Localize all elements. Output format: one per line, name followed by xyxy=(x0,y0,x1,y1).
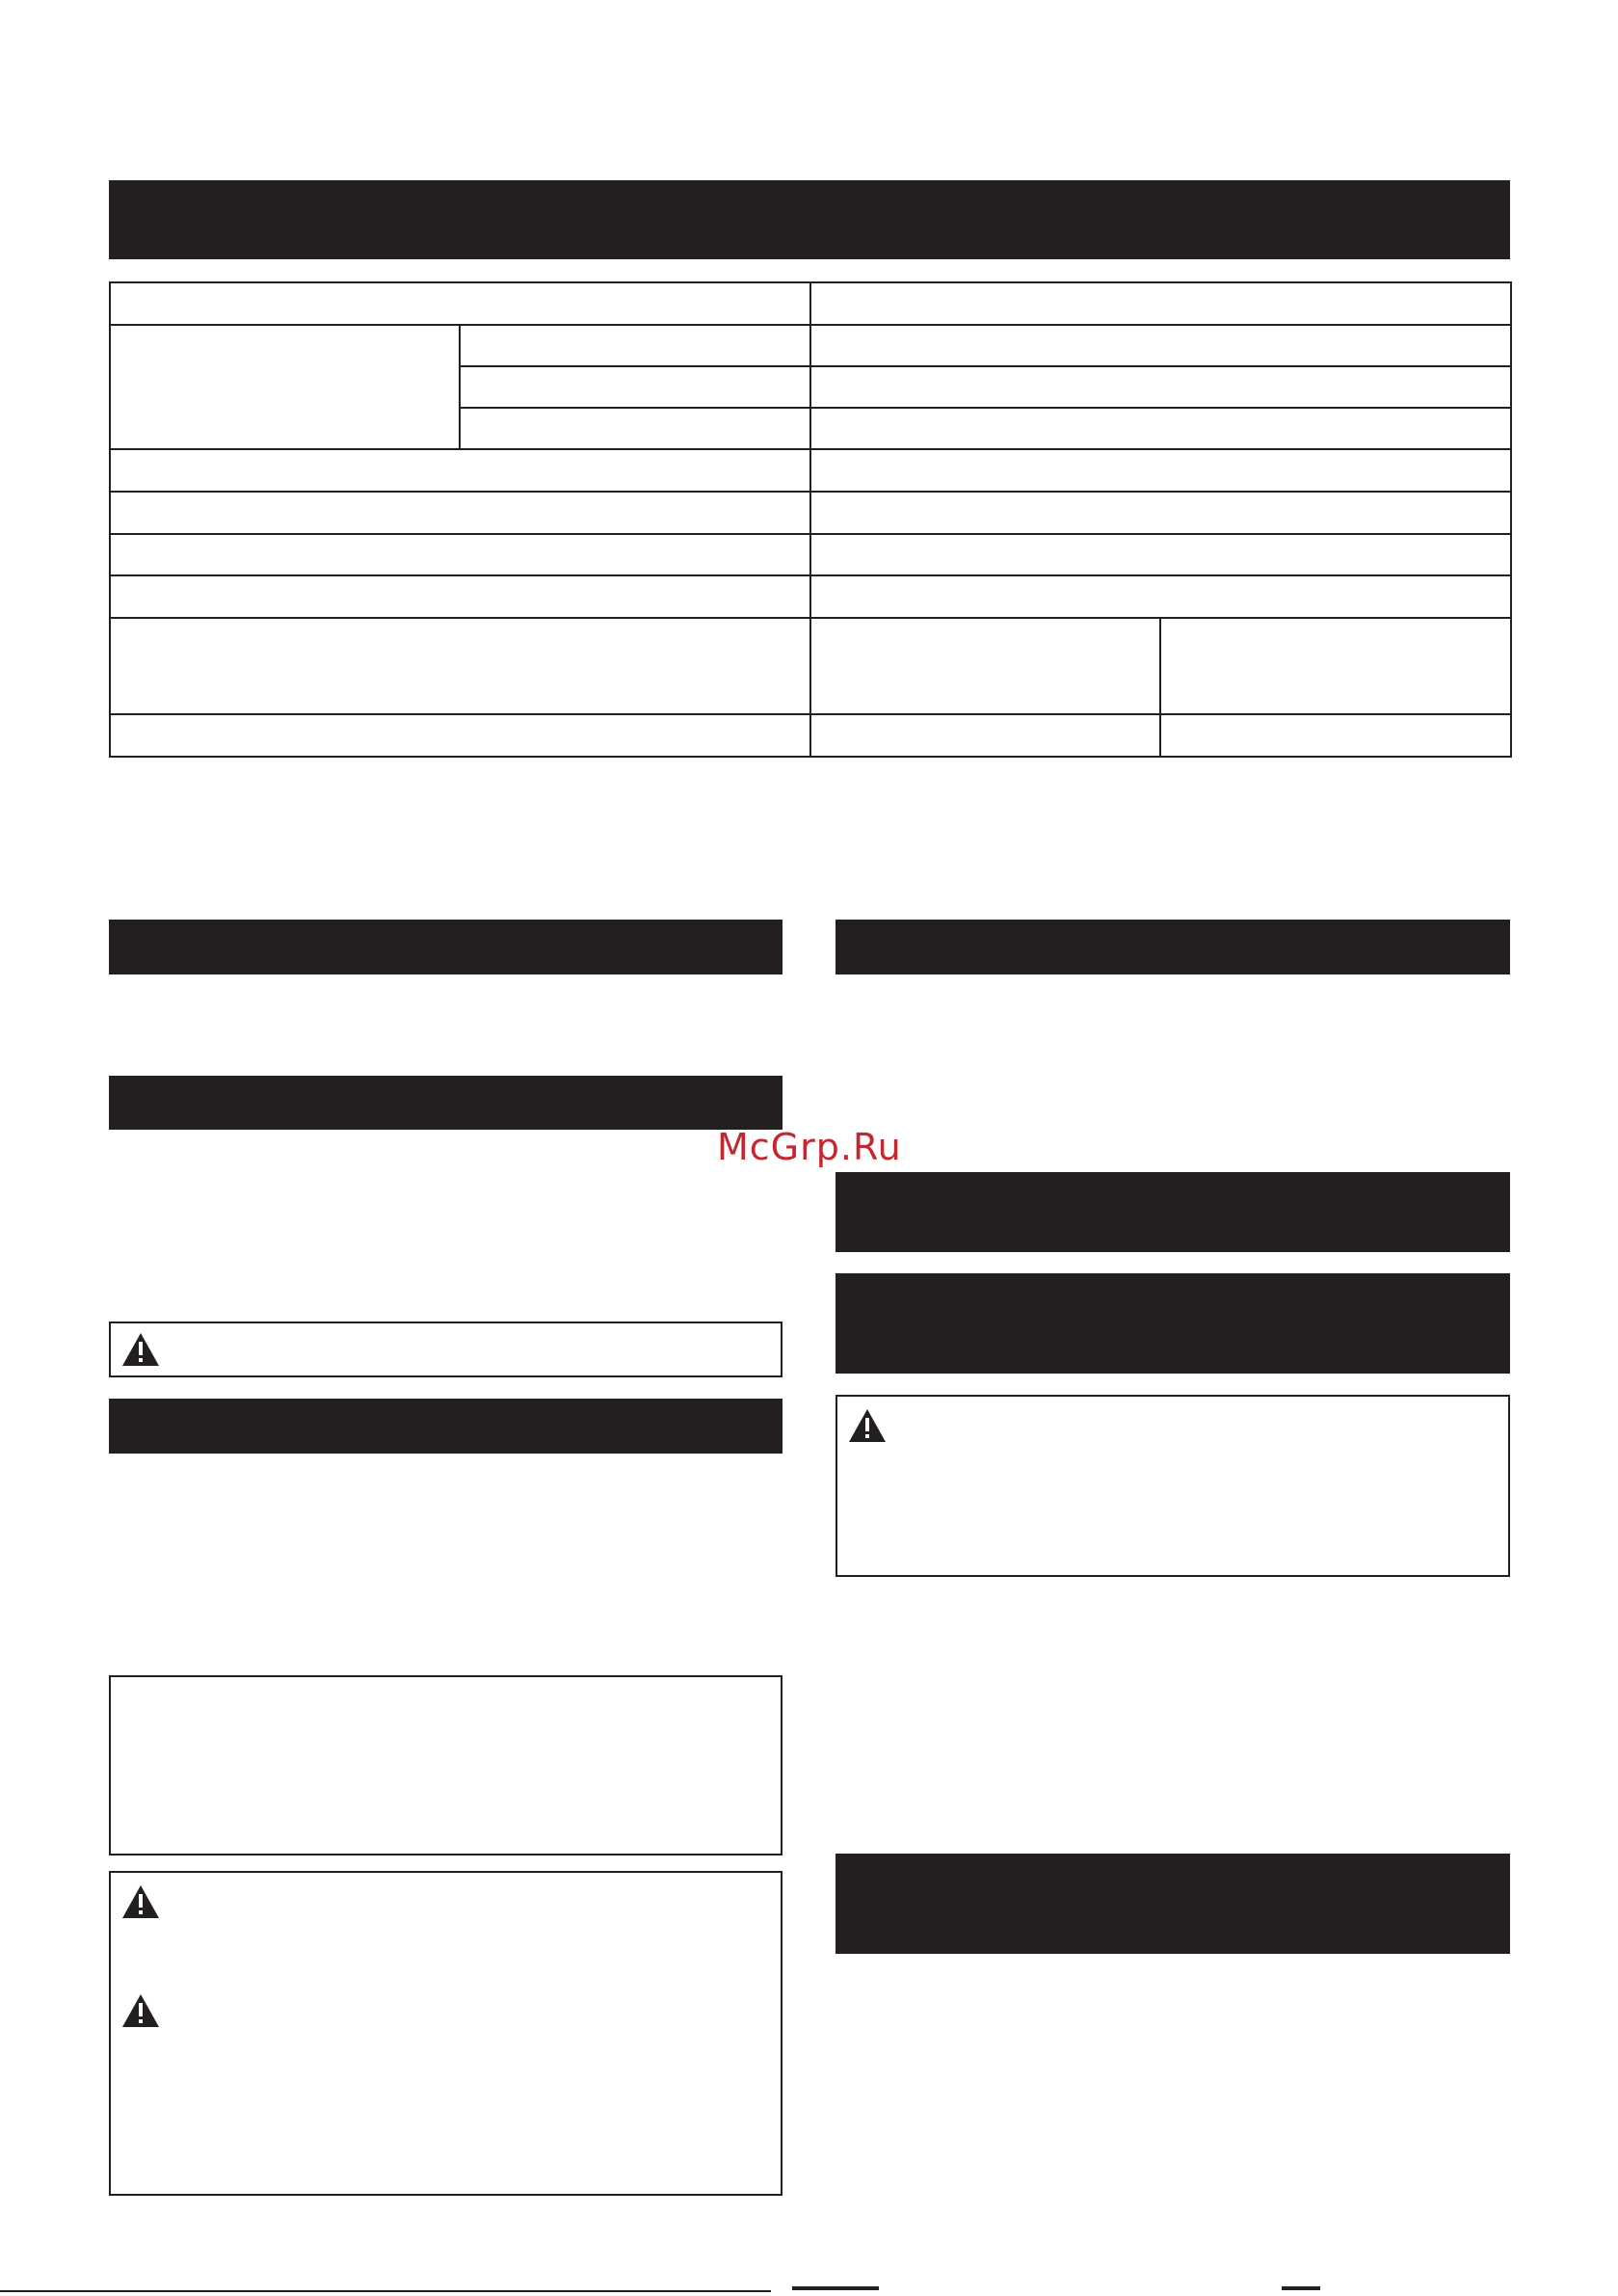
section-heading-bar xyxy=(836,920,1510,974)
table-row xyxy=(110,575,1511,618)
warning-box xyxy=(109,1871,782,2196)
footer-mark xyxy=(792,2286,879,2290)
warning-triangle-icon xyxy=(121,1332,160,1367)
table-cell xyxy=(460,325,810,366)
table-row xyxy=(110,534,1511,575)
table-cell xyxy=(810,714,1160,757)
table-row xyxy=(110,325,1511,366)
table-cell xyxy=(110,492,810,534)
table-cell xyxy=(460,408,810,449)
table-cell xyxy=(810,618,1160,714)
warning-triangle-icon xyxy=(121,1884,160,1919)
table-cell xyxy=(110,449,810,492)
title-bar xyxy=(109,180,1510,259)
section-heading-bar xyxy=(109,1076,782,1130)
table-row xyxy=(110,282,1511,325)
table-row xyxy=(110,714,1511,757)
section-heading-bar xyxy=(109,1399,782,1454)
table-cell xyxy=(810,325,1511,366)
table-cell xyxy=(810,366,1511,408)
table-cell xyxy=(110,325,460,449)
table-cell xyxy=(810,534,1511,575)
warning-box xyxy=(836,1395,1510,1577)
warning-triangle-icon xyxy=(848,1408,887,1443)
table-cell xyxy=(1160,618,1511,714)
note-box xyxy=(109,1675,782,1855)
table-row xyxy=(110,618,1511,714)
table-cell xyxy=(110,618,810,714)
table-cell xyxy=(810,575,1511,618)
table-cell xyxy=(810,492,1511,534)
watermark-text: McGrp.Ru xyxy=(717,1126,902,1168)
table-cell xyxy=(810,282,1511,325)
warning-box xyxy=(109,1322,782,1377)
table-cell xyxy=(1160,714,1511,757)
section-heading-bar xyxy=(109,920,782,974)
table-cell xyxy=(460,366,810,408)
table-row xyxy=(110,492,1511,534)
table-cell xyxy=(810,449,1511,492)
warning-triangle-icon xyxy=(121,1993,160,2028)
footer-rule xyxy=(0,2290,771,2292)
table-cell xyxy=(110,534,810,575)
section-heading-bar xyxy=(836,1172,1510,1252)
footer-mark xyxy=(1282,2286,1320,2290)
table-cell xyxy=(110,282,810,325)
table-cell xyxy=(110,714,810,757)
table-row xyxy=(110,449,1511,492)
specifications-table xyxy=(109,281,1512,758)
section-heading-bar xyxy=(836,1273,1510,1374)
table-cell xyxy=(810,408,1511,449)
table-cell xyxy=(110,575,810,618)
section-heading-bar xyxy=(836,1854,1510,1954)
